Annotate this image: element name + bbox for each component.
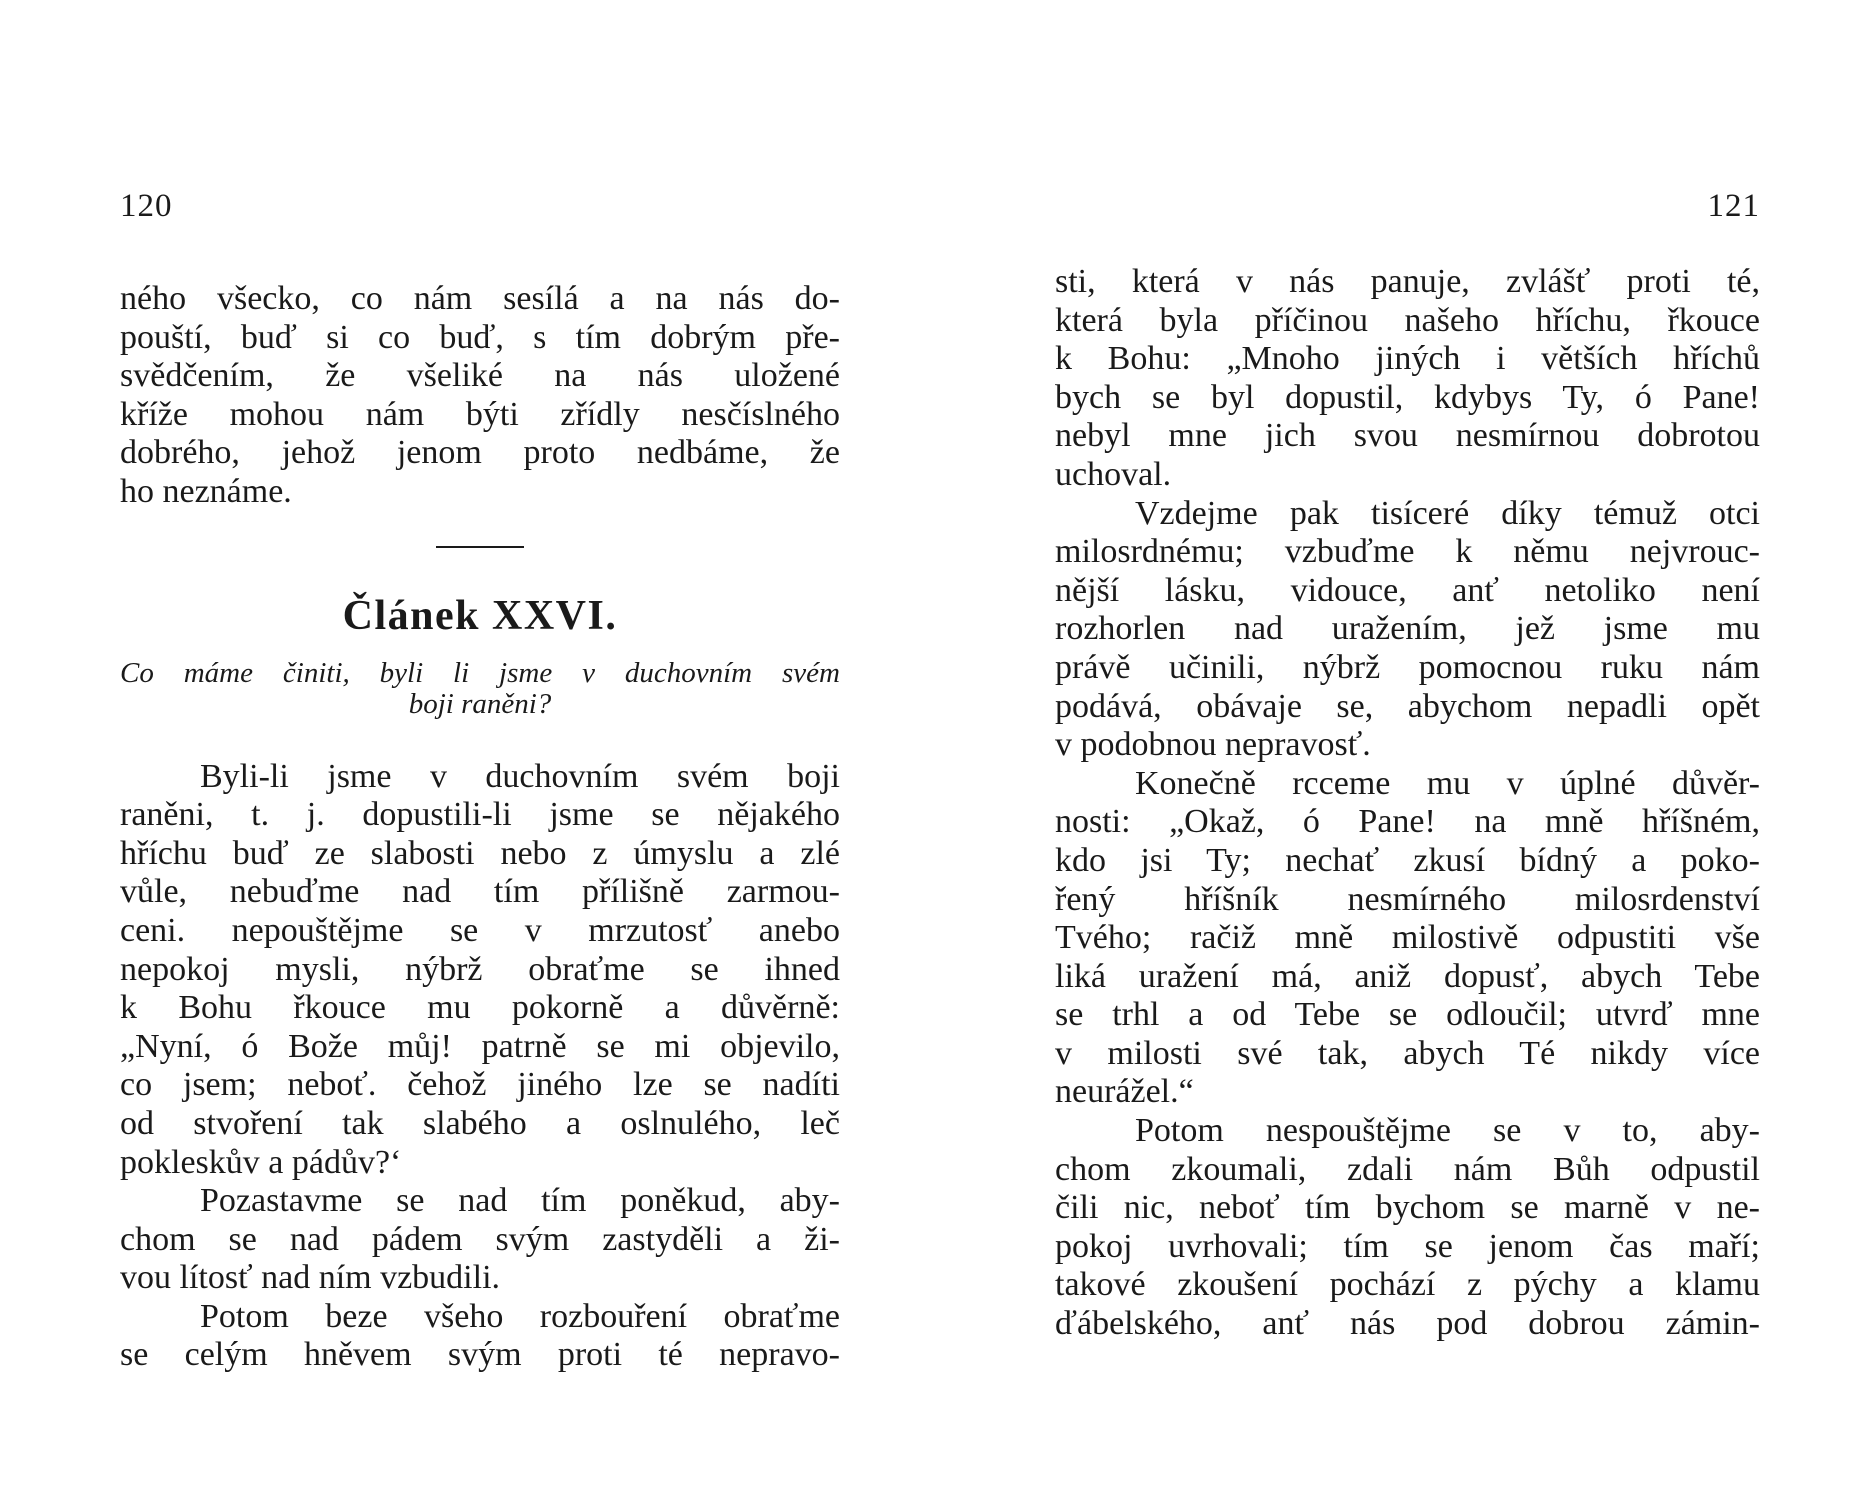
right-text-block [1055,263,1760,1344]
text-line: vůle, nebuďme nad tím přílišně zarmou- [120,873,840,911]
text-line: rozhorlen nad uražením, jež jsme mu [1055,610,1760,648]
text-line: se celým hněvem svým proti té nepravo- [120,1336,840,1374]
text-line: chom se nad pádem svým zastyděli a ži- [120,1220,840,1258]
text-line: se trhl a od Tebe se odloučil; utvrď mne [1055,996,1760,1034]
paragraph [1055,263,1760,495]
text-line: Potom beze všeho rozbouření obraťme [200,1297,840,1335]
page-number-left: 120 [120,188,173,224]
text-line: raněni, t. j. dopustili-li jsme se nějakého [120,796,840,834]
text-line: ďábelského, anť nás pod dobrou zámin- [1055,1305,1760,1343]
text-line: takové zkoušení pochází z pýchy a klamu [1055,1266,1760,1304]
text-line: Konečně rcceme mu v úplné důvěr- [1135,764,1760,802]
text-line: kdo jsi Ty; nechať zkusí bídný a poko- [1055,841,1760,879]
text-line: řený hříšník nesmírného milosrdenství [1055,880,1760,918]
text-line: kříže mohou nám býti zřídly nesčíslného [120,395,840,433]
text-line: uchoval. [1055,455,1172,493]
text-line: čili nic, neboť tím bychom se marně v ne- [1055,1189,1760,1227]
text-line: podává, obávaje se, abychom nepadli opět [1055,687,1760,725]
left-page [120,0,840,1500]
text-line: Tvého; račiž mně milostivě odpustiti vše [1055,919,1760,957]
paragraph [120,1298,840,1375]
text-line: Vzdejme pak tisíceré díky témuž otci [1135,494,1760,532]
text-line: Potom nespouštějme se v to, aby- [1135,1112,1760,1150]
text-line: pokoj uvrhovali; tím se jenom čas maří; [1055,1227,1760,1265]
text-line: svědčením, že všeliké na nás uložené [120,357,840,395]
text-line: v milosti své tak, abych Té nikdy více [1055,1034,1760,1072]
left-text-block [120,280,840,1375]
text-line: chom zkoumali, zdali nám Bůh odpustil [1055,1150,1760,1188]
text-line: sti, která v nás panuje, zvlášť proti té, [1055,263,1760,300]
intro-paragraph [120,280,840,512]
text-line: milosrdnému; vzbuďme k němu nejvrouc- [1055,533,1760,571]
text-line: ného všecko, co nám sesílá a na nás do- [120,280,840,317]
text-line: ho neznáme. [120,472,292,510]
text-line: nepokoj mysli, nýbrž obraťme se ihned [120,950,840,988]
text-line: právě učinili, nýbrž pomocnou ruku nám [1055,648,1760,686]
text-line: „Nyní, ó Bože můj! patrně se mi objevilo, [120,1027,840,1065]
subtitle-line: Co máme činiti, byli li jsme v duchovním svém [120,656,840,689]
paragraph [1055,1112,1760,1344]
text-line: ceni. nepouštějme se v mrzutosť anebo [120,911,840,949]
text-line: k Bohu: „Mnoho jiných i větších hříchů [1055,340,1760,378]
text-line: pokleskův a pádův?‘ [120,1143,402,1181]
paragraph [120,758,840,1183]
text-line: která byla příčinou našeho hříchu, řkouce [1055,301,1760,339]
text-line: bych se byl dopustil, kdybys Ty, ó Pane! [1055,378,1760,416]
text-line: v podobnou nepravosť. [1055,726,1371,764]
paragraph [120,1182,840,1298]
text-line: neurážel.“ [1055,1073,1194,1111]
text-line: k Bohu řkouce mu pokorně a důvěrně: [120,989,840,1027]
text-line: co jsem; neboť. čehož jiného lze se nadíti [120,1066,840,1104]
paragraph [1055,765,1760,1112]
page-number-right: 121 [1707,188,1760,224]
text-line: hříchu buď ze slabosti nebo z úmyslu a zlé [120,834,840,872]
chapter-title: Článek XXVI. [342,592,618,639]
text-line: nosti: „Okaž, ó Pane! na mně hříšném, [1055,803,1760,841]
text-line: dobrého, jehož jenom proto nedbáme, že [120,434,840,472]
text-line: nější lásku, vidouce, anť netoliko není [1055,571,1760,609]
section-divider [436,546,524,548]
right-page [1055,0,1760,1500]
text-line: od stvoření tak slabého a oslnulého, leč [120,1104,840,1142]
text-line: Byli-li jsme v duchovním svém boji [200,757,840,795]
chapter-subtitle [120,658,840,720]
text-line: vou lítosť nad ním vzbudili. [120,1259,501,1297]
paragraph [1055,495,1760,765]
text-line: Pozastavme se nad tím poněkud, aby- [200,1182,840,1220]
text-line: nebyl mne jich svou nesmírnou dobrotou [1055,417,1760,455]
text-line: liká uražení má, aniž dopusť, abych Tebe [1055,957,1760,995]
text-line: pouští, buď si co buď, s tím dobrým pře- [120,318,840,356]
subtitle-line: boji raněni? [408,687,552,720]
